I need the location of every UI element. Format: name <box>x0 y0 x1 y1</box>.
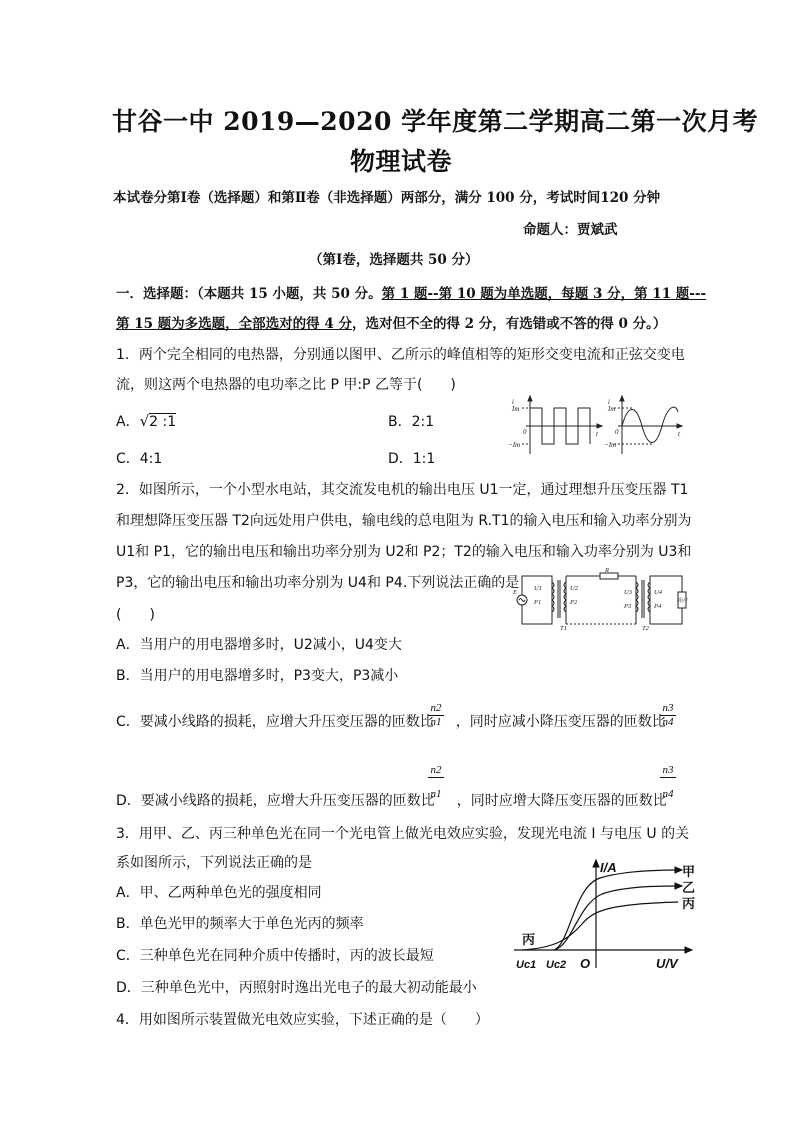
frac-numerator: n2 <box>428 764 444 778</box>
label-u3: U3 <box>624 589 632 596</box>
q1-option-a <box>116 411 176 431</box>
sine-label-i: i <box>608 398 610 406</box>
q3-option-a: A．甲、乙两种单色光的强度相同 <box>116 885 322 901</box>
q2-line2: 和理想降压变压器 T2向远处用户供电，输电线的总电阻为 R.T1的输入电压和输入功率分别为 <box>116 513 692 529</box>
q2-figure <box>512 568 690 632</box>
label-ia: I/A <box>600 860 617 875</box>
q2-option-c-text: C．要减小线路的损耗，应增大升压变压器的匝数比 <box>116 714 434 730</box>
q2-option-a: A．当用户的用电器增多时，U2减小，U4变大 <box>116 637 402 653</box>
q3-option-c: C．三种单色光在同种介质中传播时，丙的波长最短 <box>116 948 434 964</box>
label-user: 用户 <box>678 598 689 604</box>
curve-jia <box>554 870 678 950</box>
q1-option-c: C．4:1 <box>116 451 163 467</box>
sine-label-im: Im <box>608 405 616 413</box>
label-yi: 乙 <box>682 881 696 896</box>
section1-line1b: 第 1 题--第 10 题为单选题，每题 3 分，第 11 题--- <box>381 286 707 302</box>
sine-wave-labels <box>604 398 681 449</box>
q2-line1: 2．如图所示，一个小型水电站，其交流发电机的输出电压 U1一定，通过理想升压变压器 T1 <box>116 482 689 498</box>
curve-yi-arrow <box>675 883 682 889</box>
frac-denominator: n4 <box>662 788 674 800</box>
q2-d-frac-n2-n1 <box>428 764 444 801</box>
q2-line4: P3，它的输出电压和输出功率分别为 U4和 P4.下列说法正确的是 <box>116 575 520 591</box>
sine-wave-curve <box>622 407 678 442</box>
sine-axis-i-arrow <box>620 396 624 401</box>
curve-jia-arrow <box>675 867 682 873</box>
q3-line2: 系如图所示，下列说法正确的是 <box>116 855 312 871</box>
q1-option-b: B．2:1 <box>388 414 435 430</box>
frac-denominator: n1 <box>430 788 442 800</box>
label-uc2: Uc2 <box>546 959 567 971</box>
label-u1: U1 <box>534 585 542 592</box>
label-u2: U2 <box>570 585 578 592</box>
q2-option-d <box>116 790 667 810</box>
q2-option-c <box>116 711 666 731</box>
label-uv: U/V <box>656 956 678 971</box>
q2-option-d-text: D．要减小线路的损耗，应增大升压变压器的匝数比 <box>116 793 435 809</box>
q2-c-frac-n2-n1 <box>428 702 444 729</box>
frac-numerator: n2 <box>428 702 444 716</box>
sqrt-icon: √ <box>139 412 150 430</box>
sine-label-neg-im: −Im <box>604 441 617 449</box>
q1-option-d: D．1:1 <box>388 451 436 467</box>
q2-paren: ( ) <box>116 607 155 623</box>
square-label-t: t <box>596 430 598 438</box>
square-label-neg-im: −Im <box>508 441 521 449</box>
q1-option-a-value: 2 :1 <box>149 414 177 430</box>
sine-label-t: t <box>678 430 680 438</box>
label-p1: P1 <box>534 599 542 606</box>
q2-option-d-mid: ，同时应增大降压变压器的匝数比 <box>456 793 667 809</box>
q2-c-frac-n3-n4 <box>660 702 676 729</box>
page-subtitle: 物理试卷 <box>350 147 453 176</box>
sine-axis-t-arrow <box>677 424 682 428</box>
square-label-im: Im <box>512 405 520 413</box>
resistor-r <box>600 573 618 579</box>
exam-author: 命题人：贾斌武 <box>523 222 618 238</box>
frac-numerator: n3 <box>660 702 676 716</box>
frac-denominator: n1 <box>430 716 442 728</box>
q1-figure <box>508 394 686 458</box>
section1-line2a: 第 15 题为多选题，全部选对的得 4 分 <box>116 316 352 332</box>
sine-label-o: 0 <box>615 428 619 436</box>
q1-line2: 流，则这两个电热器的电功率之比 P 甲:P 乙等于( ) <box>116 377 456 393</box>
page-title: 甘谷一中 2019—2020 学年度第二学期高二第一次月考 <box>112 107 759 136</box>
square-axis-t-arrow <box>597 424 602 428</box>
label-bing-left: 丙 <box>522 933 536 948</box>
label-t1: T1 <box>560 625 567 632</box>
label-jia: 甲 <box>682 865 696 880</box>
frac-numerator: n3 <box>660 764 676 778</box>
label-p2: P2 <box>570 599 578 606</box>
q1-option-a-label: A． <box>116 414 140 430</box>
label-o: O <box>580 956 591 971</box>
sine-wave-graph <box>614 396 682 454</box>
label-uc1: Uc1 <box>516 959 537 971</box>
square-label-o: 0 <box>523 428 527 436</box>
q3-figure <box>510 856 700 976</box>
part1-heading: （第Ⅰ卷，选择题共 50 分） <box>309 252 479 268</box>
q2-line3: U1和 P1，它的输出电压和输出功率分别为 U2和 P2；T2的输入电压和输入功率分别为 U3和 <box>116 544 692 560</box>
section1-instructions-line2 <box>116 312 666 332</box>
label-u4: U4 <box>654 589 662 596</box>
q2-option-c-mid: ，同时应减小降压变压器的匝数比 <box>455 714 666 730</box>
q3-option-b: B．单色光甲的频率大于单色光丙的频率 <box>116 916 364 932</box>
section1-line1a: 一．选择题：（本题共 15 小题，共 50 分。 <box>116 286 382 302</box>
label-e: E <box>513 589 517 596</box>
q3-option-d: D．三种单色光中，丙照射时逸出光电子的最大初动能最小 <box>116 980 477 996</box>
q1-line1: 1．两个完全相同的电热器，分别通以图甲、乙所示的峰值相等的矩形交变电流和正弦交变电 <box>116 347 685 363</box>
axis-i-arrow <box>593 860 599 867</box>
label-p3: P3 <box>624 603 632 610</box>
axis-u-arrow <box>685 947 692 953</box>
label-bing: 丙 <box>682 897 696 912</box>
q2-option-b: B．当用户的用电器增多时，P3变大，P3减小 <box>116 668 399 684</box>
q4-line1: 4．用如图所示装置做光电效应实验，下述正确的是（ ） <box>116 1012 489 1028</box>
square-label-i: i <box>512 398 514 406</box>
q2-d-frac-n3-n4 <box>660 764 676 801</box>
square-axis-i-arrow <box>528 396 532 401</box>
q3-line1: 3．用甲、乙、丙三种单色光在同一个光电管上做光电效应实验，发现光电流 I 与电压 U 的关 <box>116 826 690 842</box>
label-t2: T2 <box>642 625 649 632</box>
label-r: R <box>605 568 609 574</box>
exam-info: 本试卷分第Ⅰ卷（选择题）和第Ⅱ卷（非选择题）两部分，满分 100 分，考试时间120 分钟 <box>113 190 661 206</box>
curve-bing <box>522 902 678 950</box>
section1-instructions-line1 <box>116 282 706 302</box>
section1-line2b: ，选对但不全的得 2 分，有选错或不答的得 0 分。） <box>351 316 667 332</box>
frac-denominator: n4 <box>662 716 674 728</box>
label-p4: P4 <box>654 603 662 610</box>
square-wave-graph <box>522 396 602 454</box>
